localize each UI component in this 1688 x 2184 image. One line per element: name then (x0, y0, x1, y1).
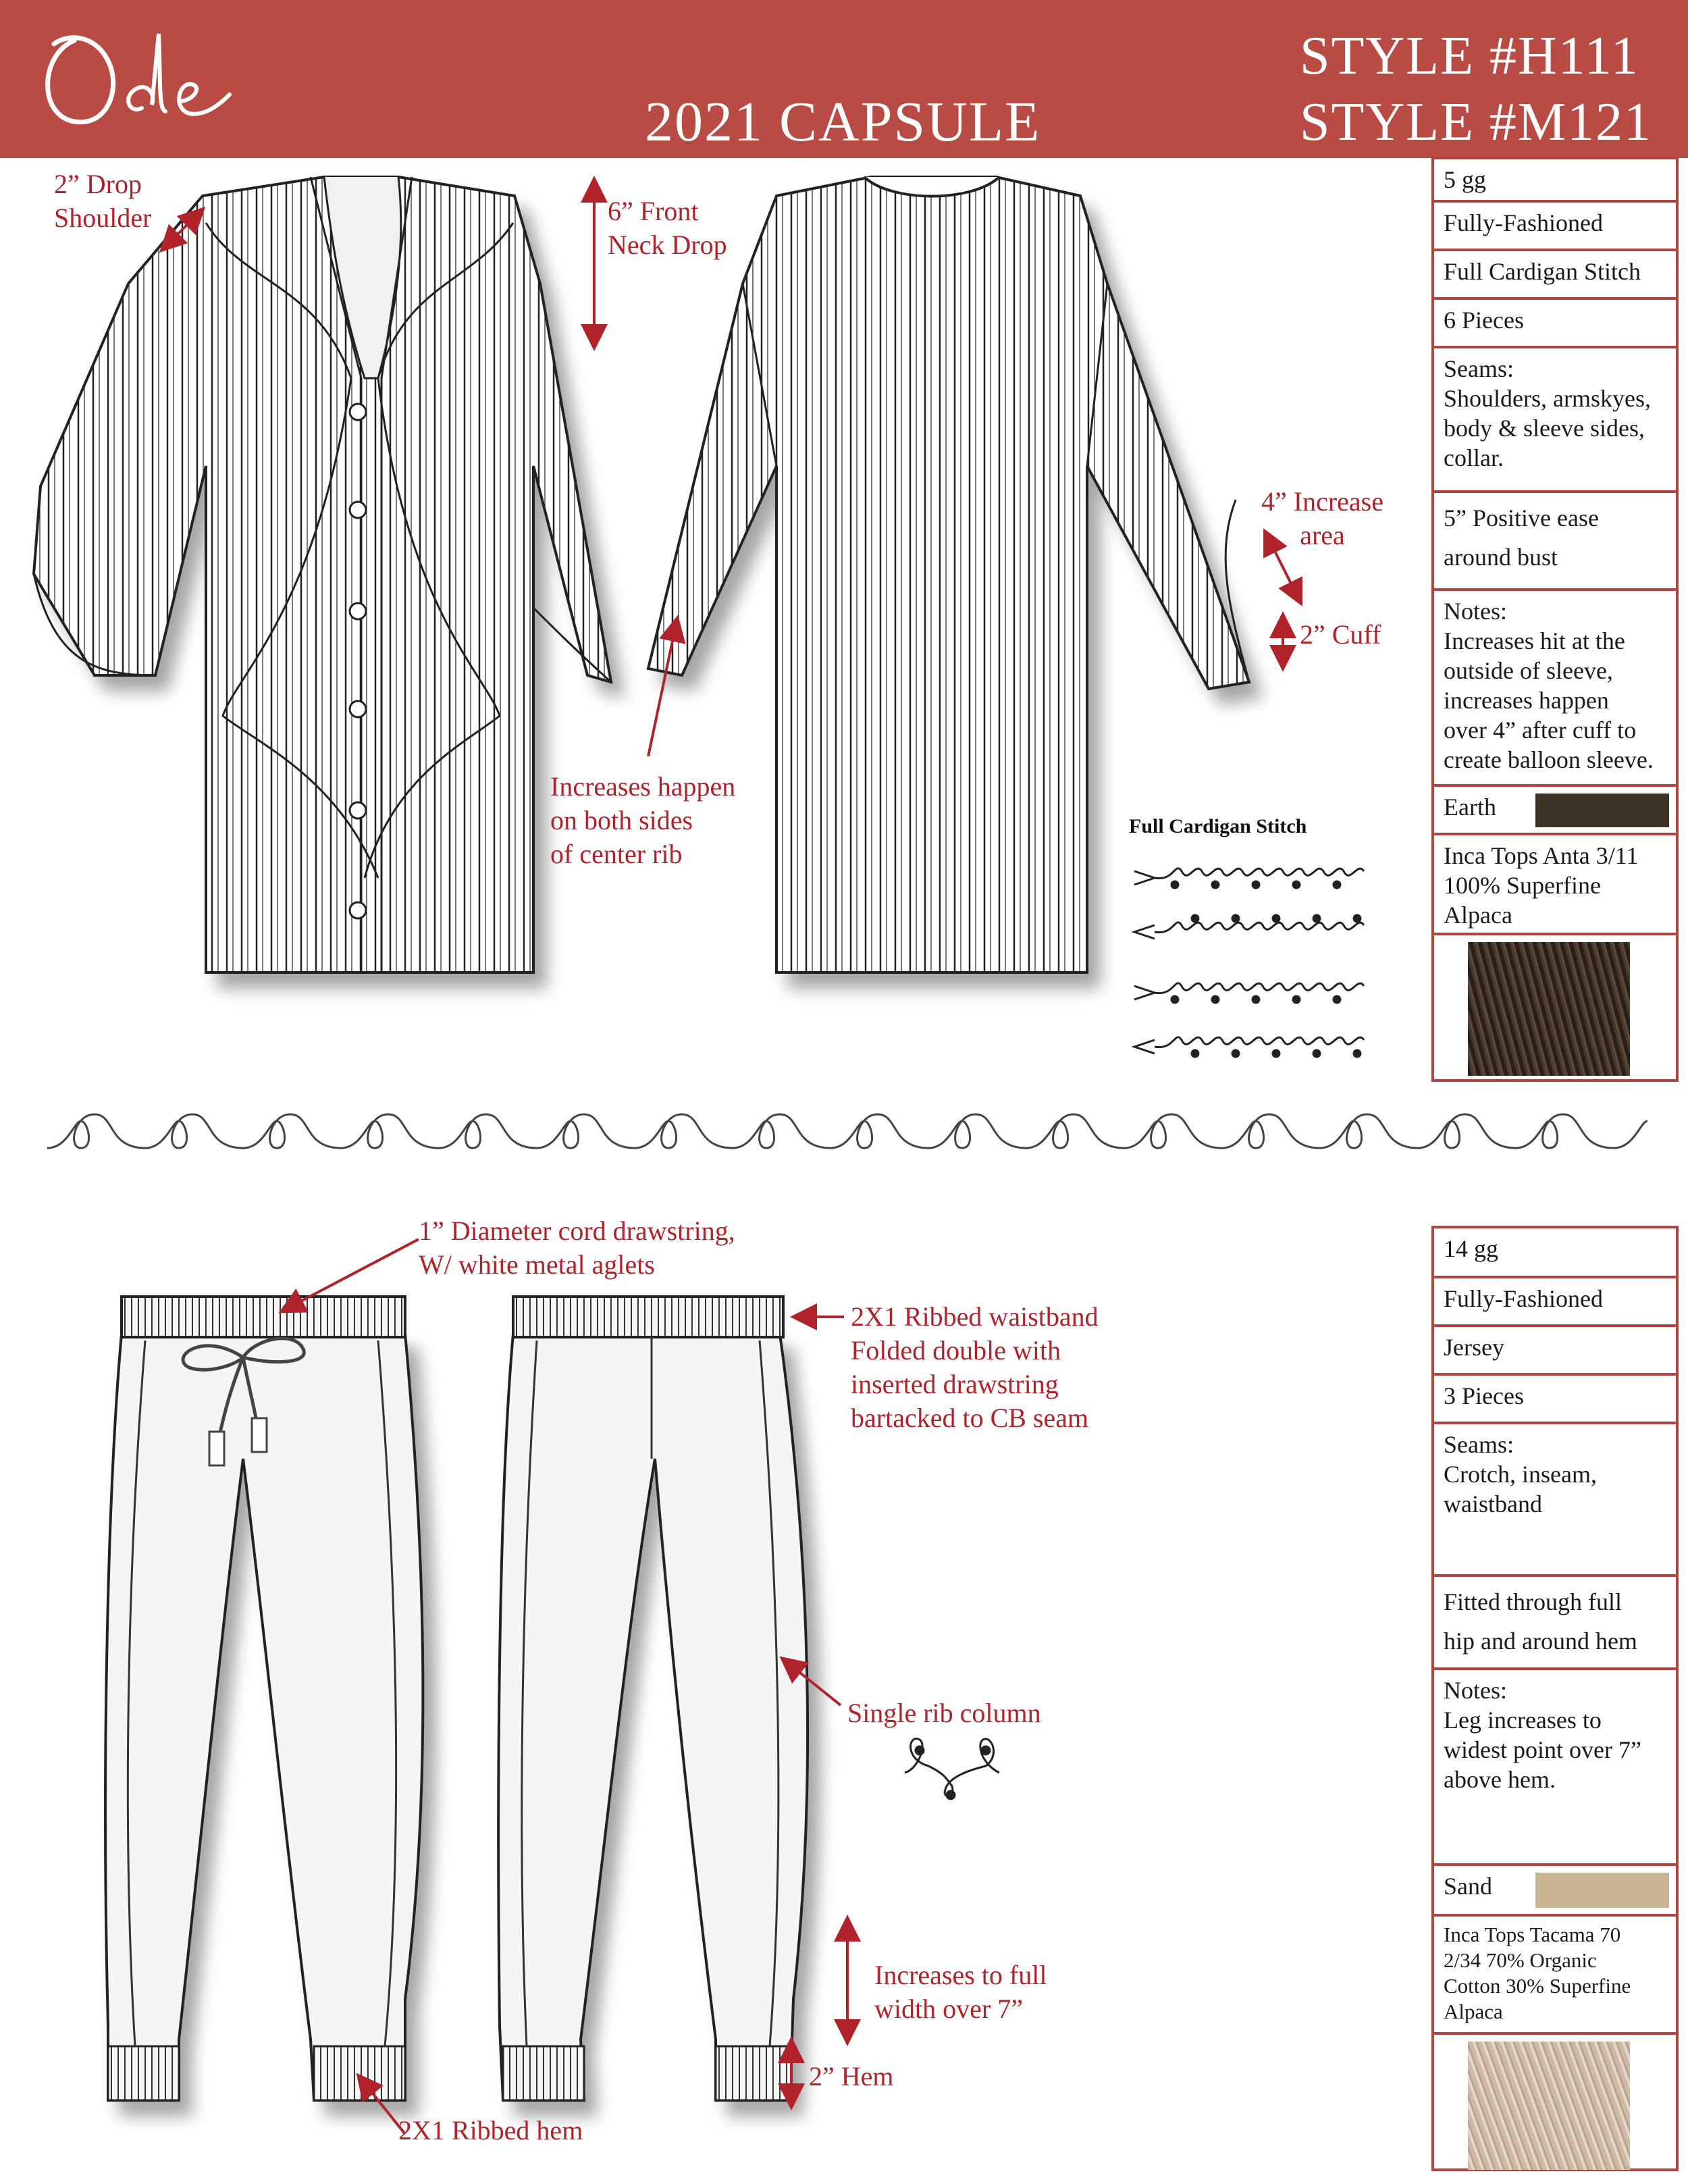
style-number-h111: STYLE #H111 (1300, 26, 1639, 86)
increases-center-rib-label: Increases happen on both sides of center rib (550, 771, 736, 869)
spec-seams: Seams: Crotch, inseam, waistband (1434, 1422, 1676, 1574)
front-neck-drop-label: 6” Front Neck Drop (608, 196, 727, 260)
drawstring-label: 1” Diameter cord drawstring, W/ white metal aglets (419, 1216, 735, 1280)
spec-yarn: Inca Tops Tacama 70 2/34 70% Organic Cotton 30% Superfine Alpaca (1434, 1914, 1676, 2032)
sand-color-swatch (1535, 1873, 1669, 1908)
stitch-diagram-title: Full Cardigan Stitch (1129, 815, 1307, 837)
single-rib-label: Single rib column (847, 1698, 1041, 1728)
earth-color-swatch (1535, 794, 1669, 827)
increase-area-label: 4” Increase area (1261, 486, 1383, 550)
single-rib-symbol (905, 1739, 999, 1799)
spec-yarn: Inca Tops Anta 3/11 100% Superfine Alpaca (1434, 833, 1676, 933)
spec-gauge: 14 gg (1444, 1235, 1498, 1262)
cuff-label: 2” Cuff (1300, 619, 1381, 650)
cardigan-front-drawing (34, 177, 611, 972)
pants-spec-table (1431, 1226, 1679, 2171)
spec-ease: 5” Positive ease around bust (1434, 490, 1676, 588)
increases-full-width-label: Increases to full width over 7” (874, 1960, 1047, 2024)
spec-notes: Notes: Increases hit at the outside of sleeve, increases happen over 4” after cuff to create balloon sleeve. (1434, 588, 1676, 784)
capsule-title: 2021 CAPSULE (645, 90, 1041, 153)
spec-color: Sand (1434, 1863, 1676, 1914)
spec-pieces: 6 Pieces (1434, 297, 1676, 346)
cardigan-back-drawing (648, 177, 1249, 972)
spec-construction: Fully-Fashioned (1434, 1276, 1676, 1324)
cardigan-spec-table (1431, 157, 1679, 1082)
spec-stitch: Jersey (1434, 1324, 1676, 1373)
spec-seams: Seams: Shoulders, armskyes, body & sleeve sides, collar. (1434, 346, 1676, 490)
drop-shoulder-label: 2” Drop Shoulder (54, 169, 152, 233)
full-cardigan-stitch-diagram (1134, 868, 1364, 1057)
spec-gauge: 5 gg (1444, 166, 1486, 193)
style-number-m121: STYLE #M121 (1300, 93, 1652, 152)
ribbed-hem-label: 2X1 Ribbed hem (398, 2115, 583, 2146)
spec-fit: Fitted through full hip and around hem (1434, 1574, 1676, 1667)
spec-color: Earth (1434, 784, 1676, 833)
spec-yarn-sample (1434, 933, 1676, 1085)
spec-stitch: Full Cardigan Stitch (1434, 249, 1676, 297)
spec-notes: Notes: Leg increases to widest point over 7” above hem. (1434, 1667, 1676, 1863)
pants-back-drawing (498, 1334, 808, 2100)
spec-yarn-sample (1434, 2032, 1676, 2174)
sand-yarn-swatch-image (1468, 2042, 1630, 2170)
hem-label: 2” Hem (809, 2061, 894, 2091)
spec-construction: Fully-Fashioned (1434, 200, 1676, 249)
earth-yarn-swatch-image (1468, 942, 1630, 1076)
loop-divider (47, 1114, 1647, 1148)
spec-pieces: 3 Pieces (1434, 1373, 1676, 1422)
waistband-label: 2X1 Ribbed waistband Folded double with inserted drawstring bartacked to CB seam (851, 1301, 1099, 1433)
